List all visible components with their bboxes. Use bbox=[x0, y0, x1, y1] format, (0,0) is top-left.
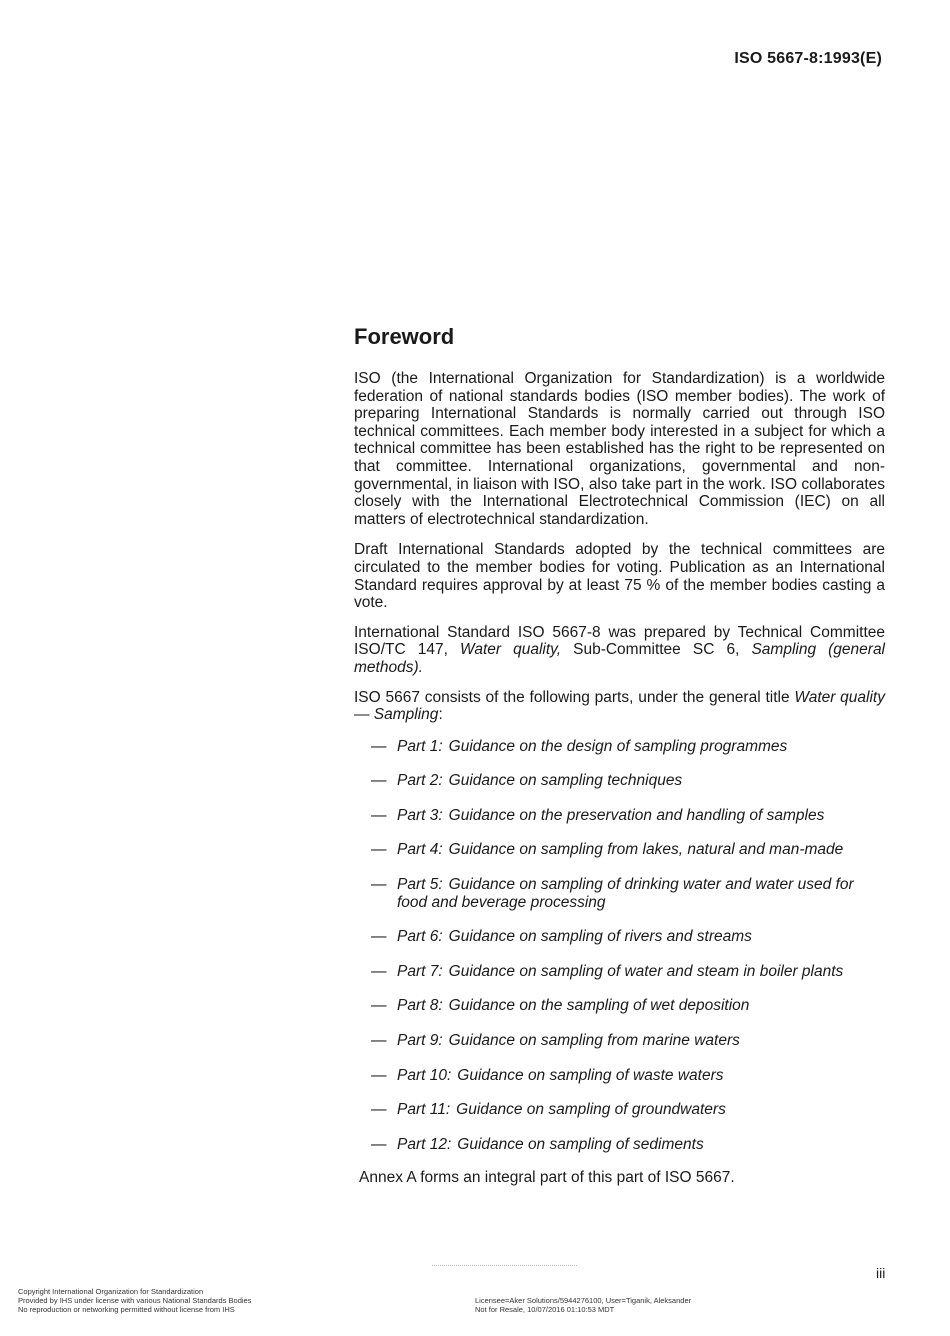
annex-note: Annex A forms an integral part of this part of ISO 5667. bbox=[359, 1169, 735, 1186]
footer-line: Provided by IHS under license with various National Standards Bodies bbox=[18, 1296, 252, 1305]
footer-line: Licensee=Aker Solutions/5944276100, User=Tiganik, Aleksander bbox=[475, 1296, 692, 1305]
part-title: Guidance on sampling of groundwaters bbox=[456, 1101, 726, 1119]
list-item bbox=[354, 772, 885, 790]
part-title: Guidance on the sampling of wet deposition bbox=[448, 997, 750, 1015]
subcommittee-title: Sampling (general methods). bbox=[354, 641, 886, 676]
prep-prefix: International Standard ISO 5667-8 was prepared by Technical Committee ISO/TC 147, bbox=[354, 623, 885, 659]
part-number: Part 2: bbox=[397, 772, 443, 790]
part-number: Part 4: bbox=[397, 841, 443, 859]
part-title: Guidance on sampling of waste waters bbox=[457, 1066, 724, 1084]
dash: — bbox=[371, 772, 387, 790]
part-title: Guidance on sampling of sediments bbox=[457, 1135, 704, 1153]
part-number: Part 1: bbox=[397, 737, 443, 755]
dash: — bbox=[371, 806, 387, 824]
part-number: Part 8: bbox=[397, 997, 443, 1015]
part-title: Guidance on the design of sampling programmes bbox=[448, 737, 788, 755]
list-item bbox=[354, 738, 885, 756]
list-item bbox=[354, 1032, 885, 1050]
list-item bbox=[354, 1136, 885, 1154]
dash: — bbox=[371, 962, 387, 980]
footer-line: No reproduction or networking permitted without license from IHS bbox=[18, 1305, 235, 1314]
dash: — bbox=[371, 737, 387, 755]
dash: — bbox=[371, 1066, 387, 1084]
footer-line: Not for Resale, 10/07/2016 01:10:53 MDT bbox=[475, 1305, 615, 1314]
list-item bbox=[354, 928, 885, 946]
general-title: Water quality — Sampling bbox=[354, 688, 885, 724]
list-item bbox=[354, 841, 885, 859]
part-number: Part 11: bbox=[397, 1101, 451, 1119]
dash: — bbox=[371, 997, 387, 1015]
committee-title: Water quality, bbox=[459, 641, 562, 659]
part-title: Guidance on sampling from marine waters bbox=[448, 1032, 740, 1050]
paragraph-drafts: Draft International Standards adopted by the technical committees are circulated to the member bodies for voting. Publication as an International Standard requires approval by at least 75 % of the member bodies casting a vote. bbox=[354, 541, 885, 612]
parts-intro-prefix: ISO 5667 consists of the following parts, under the general title bbox=[354, 688, 795, 706]
dash: — bbox=[371, 841, 387, 859]
list-item bbox=[354, 807, 885, 825]
page-number: iii bbox=[876, 1265, 886, 1281]
parts-list bbox=[354, 738, 885, 1154]
part-title: Guidance on sampling from lakes, natural and man-made bbox=[448, 841, 844, 859]
part-number: Part 7: bbox=[397, 962, 443, 980]
page-title: Foreword bbox=[354, 324, 455, 349]
footer-license bbox=[475, 1296, 691, 1314]
dash: — bbox=[371, 1135, 387, 1153]
list-item bbox=[354, 1067, 885, 1085]
parts-intro-suffix: : bbox=[438, 706, 443, 724]
dash: — bbox=[371, 928, 387, 946]
dash: — bbox=[371, 876, 387, 894]
divider bbox=[432, 1265, 577, 1266]
paragraph-organization: ISO (the International Organization for Standardization) is a worldwide federation of national standards bodies (ISO member bodies). The work of preparing International Standards is normally carried out through ISO technical committees. Each member body interested in a subject for which a technical committee has been established has the right to be represented on that committee. International organizations, governmental and non-governmental, in liaison with ISO, also take part in the work. ISO collaborates closely with the International Electrotechnical Commission (IEC) on all matters of electrotechnical standardization. bbox=[354, 370, 885, 528]
part-title: Guidance on sampling techniques bbox=[448, 772, 683, 790]
list-item bbox=[354, 1101, 885, 1119]
footer-line: Copyright International Organization for Standardization bbox=[18, 1287, 204, 1296]
part-number: Part 5: bbox=[397, 876, 443, 894]
foreword-body bbox=[354, 370, 885, 1170]
paragraph-preparation bbox=[354, 624, 885, 677]
part-number: Part 12: bbox=[397, 1135, 452, 1153]
part-title: Guidance on sampling of rivers and streams bbox=[448, 928, 752, 946]
paragraph-parts-intro bbox=[354, 689, 885, 724]
list-item bbox=[354, 997, 885, 1015]
part-number: Part 10: bbox=[397, 1066, 452, 1084]
part-title: Guidance on the preservation and handling of samples bbox=[448, 806, 825, 824]
dash: — bbox=[371, 1032, 387, 1050]
list-item bbox=[354, 963, 885, 981]
part-number: Part 9: bbox=[397, 1032, 443, 1050]
footer-copyright bbox=[18, 1287, 251, 1314]
part-title: Guidance on sampling of drinking water and water used for food and beverage processing bbox=[397, 876, 854, 911]
part-number: Part 6: bbox=[397, 928, 443, 946]
list-item bbox=[354, 876, 885, 911]
dash: — bbox=[371, 1101, 387, 1119]
prep-middle: Sub-Committee SC 6, bbox=[561, 641, 752, 659]
part-title: Guidance on sampling of water and steam in boiler plants bbox=[448, 962, 844, 980]
part-number: Part 3: bbox=[397, 806, 443, 824]
standard-identifier: ISO 5667-8:1993(E) bbox=[734, 50, 882, 67]
